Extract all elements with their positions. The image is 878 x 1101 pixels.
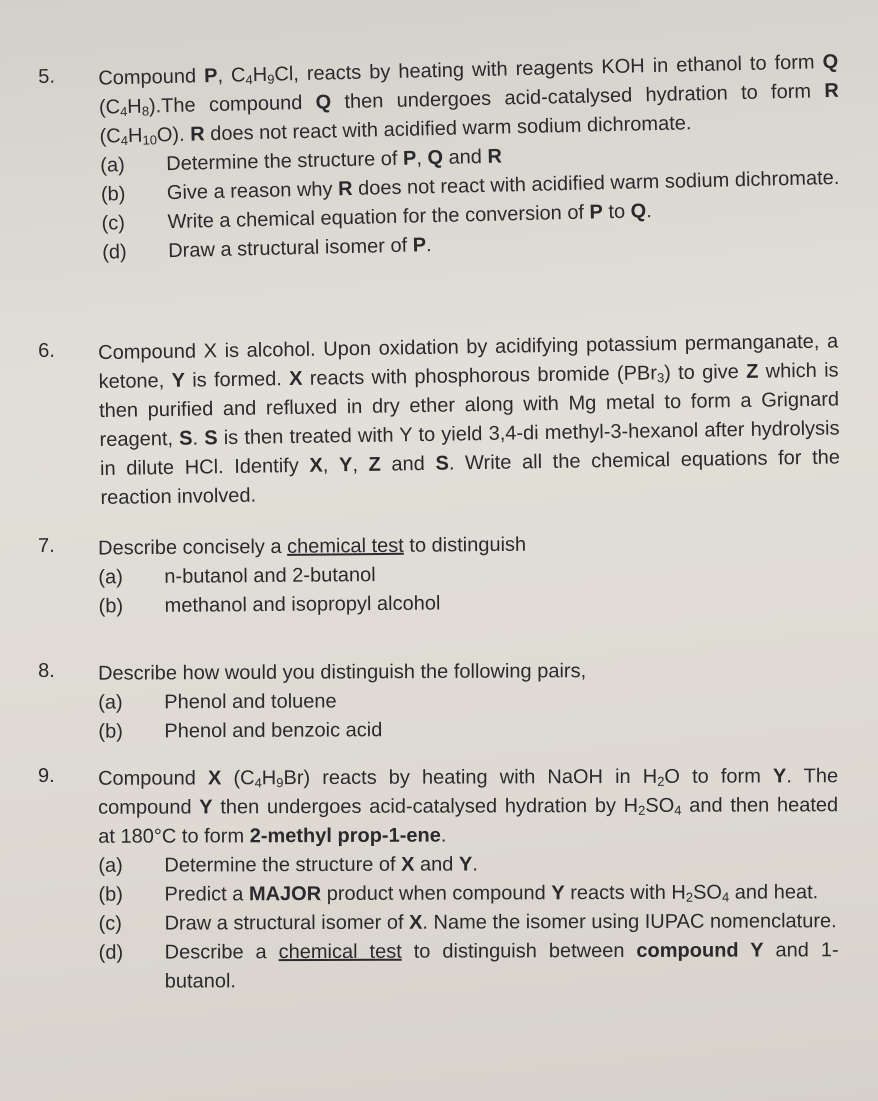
question-8: [38, 656, 838, 747]
question-body: Compound X is alcohol. Upon oxidation by acidifying potassium permanganate, a ketone, Y is formed. X reacts with phosphorous bromide (PBr$_3$) to give Z which is then purified and refluxed in dry ether along with Mg metal to form a Grignard reagent, S. S is then treated with Y to yield 3,4-di methyl-3-hexanol after hydrolysis in dilute HCl. Identify X, Y, Z and S. Write all the chemical equations for the reaction involved.: [98, 330, 841, 510]
part-b: (b) methanol and isopropyl alcohol: [98, 592, 441, 618]
part-b: (b) Give a reason why R does not react with acidified warm sodium dichromate.: [100, 166, 840, 206]
question-number: 6.: [38, 339, 56, 362]
question-number: 8.: [38, 659, 55, 682]
part-a: (a) Determine the structure of X and Y.: [98, 853, 478, 877]
question-5: [38, 48, 842, 269]
question-body: Compound P, $C_4H_9Cl$, reacts by heating with reagents KOH in ethanol to form Q $(C_4H_8).The$ compound Q then undergoes acid-catalysed hydration to form R $(C_4H_{10}O)$. R does not react with acidified warm sodium dichromate.: [98, 50, 840, 149]
part-d: (d) Describe a chemical test to distinguish between compound Y and 1-butanol.: [98, 939, 839, 993]
question-body: Compound X $(C_4H_9Br)$ reacts by heating with NaOH in $H_2O$ to form Y. The compound Y then undergoes acid-catalysed hydration by $H_2SO_4$ and then heated at 180°C to form 2-methyl prop-1-ene.: [98, 765, 839, 848]
part-a: (a) Determine the structure of P, Q and R: [100, 145, 503, 177]
question-body: Describe concisely a chemical test to distinguish: [98, 533, 527, 560]
question-number: 9.: [38, 764, 55, 787]
part-a: (a) Phenol and toluene: [98, 690, 337, 714]
part-c: (c) Draw a structural isomer of X. Name the isomer using IUPAC nomenclature.: [98, 910, 837, 935]
part-c: (c) Write a chemical equation for the conversion of P to Q.: [101, 200, 653, 235]
question-number: 7.: [38, 534, 55, 557]
question-6: [38, 327, 841, 514]
question-body: Describe how would you distinguish the following pairs,: [98, 660, 587, 685]
question-number: 5.: [38, 65, 56, 88]
part-b: (b) Predict a MAJOR product when compound Y reacts with $H_2SO_4$ and heat.: [98, 881, 819, 906]
question-9: [38, 762, 839, 997]
part-b: (b) Phenol and benzoic acid: [98, 719, 383, 743]
part-a: (a) n-butanol and 2-butanol: [98, 564, 376, 589]
part-d: (d) Draw a structural isomer of P.: [102, 234, 432, 264]
question-7: [38, 528, 839, 622]
